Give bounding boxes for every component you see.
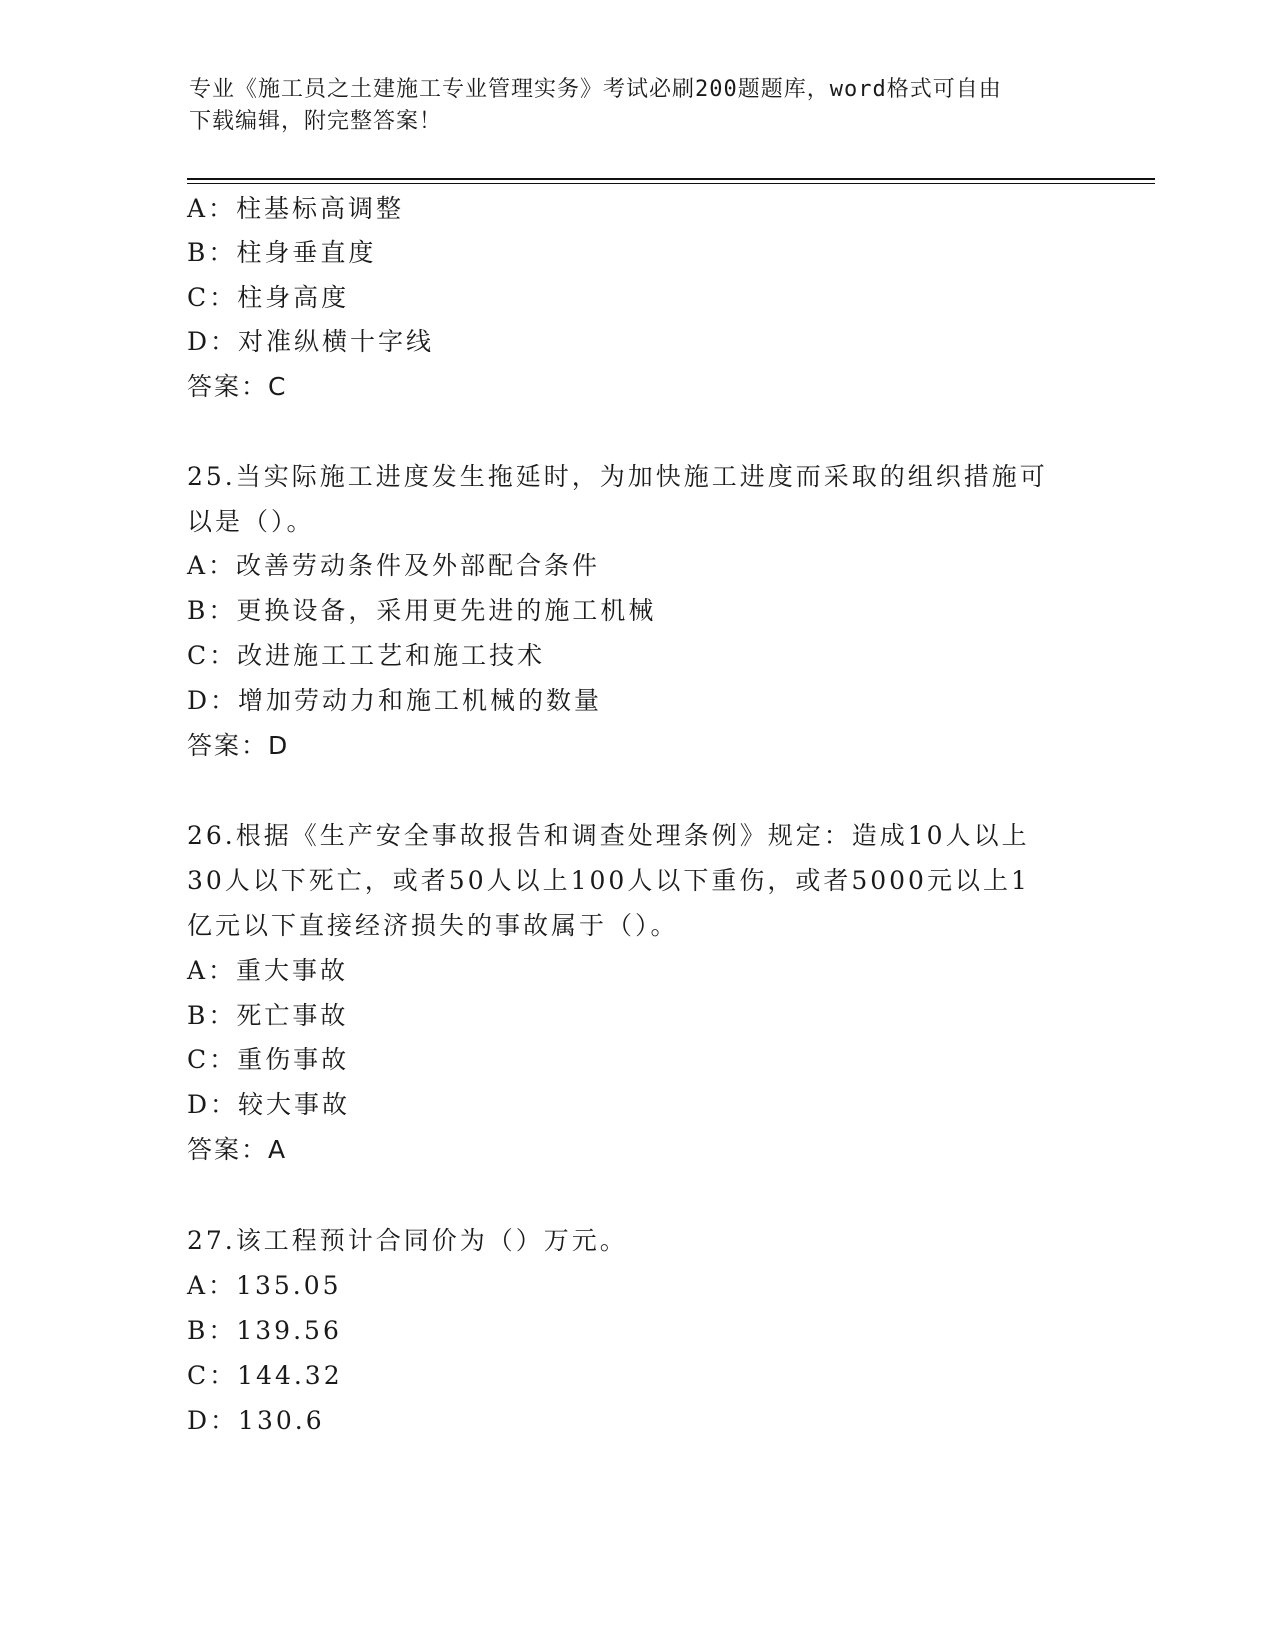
q24-option-a: A：柱基标高调整 <box>187 194 405 223</box>
q26-option-c: C：重伤事故 <box>187 1045 350 1074</box>
q27-option-b: B：139.56 <box>187 1316 342 1345</box>
q25-option-b: B：更换设备，采用更先进的施工机械 <box>187 596 657 625</box>
q26-option-d: D：较大事故 <box>187 1090 351 1119</box>
q27-option-d: D：130.6 <box>187 1406 325 1435</box>
q24-option-c: C：柱身高度 <box>187 283 350 312</box>
document-header <box>189 74 1089 138</box>
q25-option-a: A：改善劳动条件及外部配合条件 <box>187 551 601 580</box>
q25-stem-line-1: 25.当实际施工进度发生拖延时，为加快施工进度而采取的组织措施可 <box>187 462 1048 491</box>
q26-stem-line-2: 30人以下死亡，或者50人以上100人以下重伤，或者5000元以上1 <box>187 866 1030 895</box>
q26-answer: 答案：A <box>187 1135 288 1164</box>
header-divider-thick <box>187 178 1155 180</box>
q26-stem-line-3: 亿元以下直接经济损失的事故属于（）。 <box>187 911 679 940</box>
q25-stem-line-2: 以是（）。 <box>187 507 315 536</box>
header-divider-thin <box>187 183 1155 184</box>
q25-option-c: C：改进施工工艺和施工技术 <box>187 641 546 670</box>
q24-option-b: B：柱身垂直度 <box>187 238 377 267</box>
q24-option-d: D：对准纵横十字线 <box>187 327 435 356</box>
q25-option-d: D：增加劳动力和施工机械的数量 <box>187 686 603 715</box>
q27-option-a: A：135.05 <box>187 1271 342 1300</box>
q25-answer: 答案：D <box>187 731 290 760</box>
header-line-2: 下载编辑，附完整答案！ <box>189 109 443 134</box>
q27-option-c: C：144.32 <box>187 1361 343 1390</box>
q26-option-a: A：重大事故 <box>187 956 349 985</box>
q26-option-b: B：死亡事故 <box>187 1001 349 1030</box>
q26-stem-line-1: 26.根据《生产安全事故报告和调查处理条例》规定：造成10人以上 <box>187 821 1030 850</box>
q24-answer: 答案：C <box>187 372 288 401</box>
q27-stem-line-1: 27.该工程预计合同价为（）万元。 <box>187 1226 628 1255</box>
header-line-1: 专业《施工员之土建施工专业管理实务》考试必刷200题题库，word格式可自由 <box>189 77 1002 102</box>
